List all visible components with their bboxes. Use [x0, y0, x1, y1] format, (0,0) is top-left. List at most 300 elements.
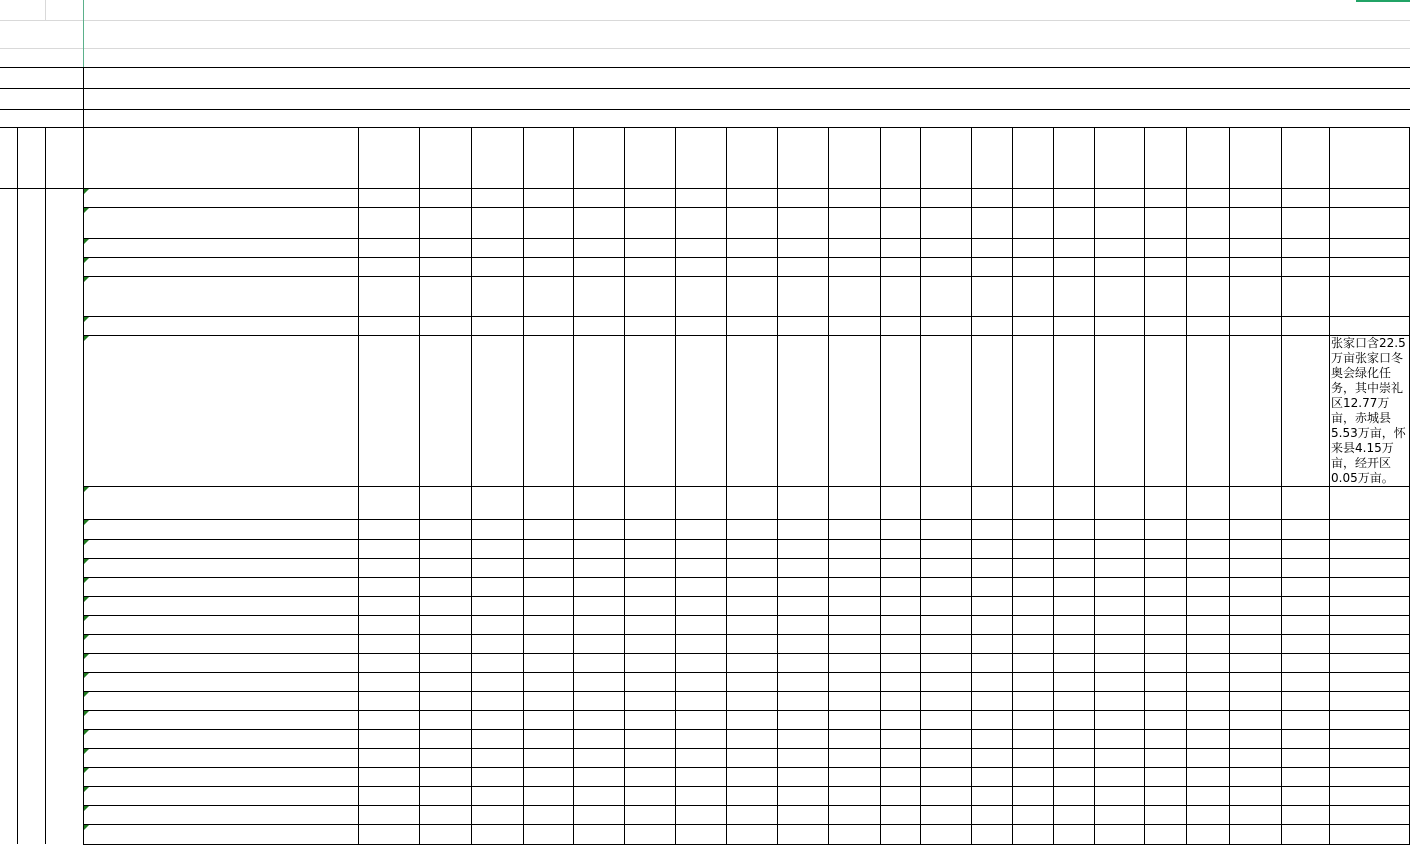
value-15-15[interactable]: [1094, 653, 1144, 672]
value-1-2[interactable]: [471, 207, 523, 238]
value-11-8[interactable]: [777, 577, 828, 596]
value-0-13[interactable]: [1012, 188, 1053, 207]
remark-13[interactable]: [1329, 615, 1410, 634]
value-5-1[interactable]: [419, 316, 471, 335]
city-dept-label[interactable]: [0, 109, 83, 127]
value-23-10[interactable]: [880, 805, 920, 824]
value-19-0[interactable]: [358, 729, 419, 748]
value-21-19[interactable]: [1281, 767, 1329, 786]
remark-3[interactable]: [1329, 257, 1410, 276]
value-6-12[interactable]: [971, 335, 1012, 486]
value-6-4[interactable]: [573, 335, 624, 486]
value-7-18[interactable]: [1229, 486, 1281, 519]
value-10-15[interactable]: [1094, 558, 1144, 577]
value-23-16[interactable]: [1144, 805, 1186, 824]
remark-11[interactable]: [1329, 577, 1410, 596]
value-10-0[interactable]: [358, 558, 419, 577]
value-13-12[interactable]: [971, 615, 1012, 634]
value-5-0[interactable]: [358, 316, 419, 335]
value-12-14[interactable]: [1053, 596, 1094, 615]
value-12-13[interactable]: [1012, 596, 1053, 615]
value-3-13[interactable]: [1012, 257, 1053, 276]
value-22-0[interactable]: [358, 786, 419, 805]
value-20-16[interactable]: [1144, 748, 1186, 767]
value-21-7[interactable]: [726, 767, 777, 786]
value-13-4[interactable]: [573, 615, 624, 634]
value-4-9[interactable]: [828, 276, 880, 316]
value-14-12[interactable]: [971, 634, 1012, 653]
value-3-11[interactable]: [920, 257, 971, 276]
value-8-17[interactable]: [1186, 519, 1229, 539]
value-6-5[interactable]: [624, 335, 675, 486]
value-9-14[interactable]: [1053, 539, 1094, 558]
value-17-18[interactable]: [1229, 691, 1281, 710]
value-3-3[interactable]: [523, 257, 573, 276]
value-9-18[interactable]: [1229, 539, 1281, 558]
header-region-17[interactable]: [1186, 127, 1229, 188]
value-19-13[interactable]: [1012, 729, 1053, 748]
indicator-19[interactable]: [83, 729, 358, 748]
header-region-19[interactable]: [1281, 127, 1329, 188]
value-23-6[interactable]: [675, 805, 726, 824]
value-22-8[interactable]: [777, 786, 828, 805]
value-23-19[interactable]: [1281, 805, 1329, 824]
value-20-4[interactable]: [573, 748, 624, 767]
value-8-4[interactable]: [573, 519, 624, 539]
value-19-3[interactable]: [523, 729, 573, 748]
remark-16[interactable]: [1329, 672, 1410, 691]
value-18-4[interactable]: [573, 710, 624, 729]
indicator-12[interactable]: [83, 596, 358, 615]
value-16-9[interactable]: [828, 672, 880, 691]
value-18-9[interactable]: [828, 710, 880, 729]
value-4-3[interactable]: [523, 276, 573, 316]
value-23-1[interactable]: [419, 805, 471, 824]
value-19-19[interactable]: [1281, 729, 1329, 748]
value-18-1[interactable]: [419, 710, 471, 729]
value-3-16[interactable]: [1144, 257, 1186, 276]
value-14-8[interactable]: [777, 634, 828, 653]
value-18-5[interactable]: [624, 710, 675, 729]
value-19-14[interactable]: [1053, 729, 1094, 748]
value-23-0[interactable]: [358, 805, 419, 824]
value-15-0[interactable]: [358, 653, 419, 672]
header-region-13[interactable]: [1012, 127, 1053, 188]
remark-1[interactable]: [1329, 207, 1410, 238]
value-23-7[interactable]: [726, 805, 777, 824]
value-14-6[interactable]: [675, 634, 726, 653]
value-2-1[interactable]: [419, 238, 471, 257]
value-16-15[interactable]: [1094, 672, 1144, 691]
value-21-11[interactable]: [920, 767, 971, 786]
value-11-13[interactable]: [1012, 577, 1053, 596]
value-16-16[interactable]: [1144, 672, 1186, 691]
value-6-8[interactable]: [777, 335, 828, 486]
value-14-19[interactable]: [1281, 634, 1329, 653]
value-9-2[interactable]: [471, 539, 523, 558]
value-23-5[interactable]: [624, 805, 675, 824]
value-13-1[interactable]: [419, 615, 471, 634]
indicator-4[interactable]: [83, 276, 358, 316]
value-1-3[interactable]: [523, 207, 573, 238]
value-2-16[interactable]: [1144, 238, 1186, 257]
value-17-4[interactable]: [573, 691, 624, 710]
indicator-18[interactable]: [83, 710, 358, 729]
remark-12[interactable]: [1329, 596, 1410, 615]
value-9-8[interactable]: [777, 539, 828, 558]
value-2-8[interactable]: [777, 238, 828, 257]
value-4-1[interactable]: [419, 276, 471, 316]
value-14-7[interactable]: [726, 634, 777, 653]
value-9-11[interactable]: [920, 539, 971, 558]
value-10-9[interactable]: [828, 558, 880, 577]
value-11-12[interactable]: [971, 577, 1012, 596]
value-20-8[interactable]: [777, 748, 828, 767]
value-9-4[interactable]: [573, 539, 624, 558]
value-15-10[interactable]: [880, 653, 920, 672]
value-18-7[interactable]: [726, 710, 777, 729]
value-7-14[interactable]: [1053, 486, 1094, 519]
indicator-23[interactable]: [83, 805, 358, 824]
value-4-5[interactable]: [624, 276, 675, 316]
value-24-8[interactable]: [777, 824, 828, 844]
value-6-16[interactable]: [1144, 335, 1186, 486]
value-18-16[interactable]: [1144, 710, 1186, 729]
value-21-6[interactable]: [675, 767, 726, 786]
remark-2[interactable]: [1329, 238, 1410, 257]
value-4-17[interactable]: [1186, 276, 1229, 316]
value-21-17[interactable]: [1186, 767, 1229, 786]
indicator-24[interactable]: [83, 824, 358, 844]
indicator-3[interactable]: [83, 257, 358, 276]
value-6-6[interactable]: [675, 335, 726, 486]
value-19-8[interactable]: [777, 729, 828, 748]
value-11-0[interactable]: [358, 577, 419, 596]
header-region-10[interactable]: [880, 127, 920, 188]
value-14-3[interactable]: [523, 634, 573, 653]
project-name-value[interactable]: [83, 67, 1410, 88]
value-16-19[interactable]: [1281, 672, 1329, 691]
value-6-14[interactable]: [1053, 335, 1094, 486]
header-level1[interactable]: [17, 127, 45, 188]
value-11-14[interactable]: [1053, 577, 1094, 596]
value-20-1[interactable]: [419, 748, 471, 767]
value-11-2[interactable]: [471, 577, 523, 596]
value-22-5[interactable]: [624, 786, 675, 805]
value-0-15[interactable]: [1094, 188, 1144, 207]
remark-21[interactable]: [1329, 767, 1410, 786]
value-11-7[interactable]: [726, 577, 777, 596]
value-20-7[interactable]: [726, 748, 777, 767]
value-14-16[interactable]: [1144, 634, 1186, 653]
value-24-2[interactable]: [471, 824, 523, 844]
value-16-12[interactable]: [971, 672, 1012, 691]
value-7-3[interactable]: [523, 486, 573, 519]
remark-15[interactable]: [1329, 653, 1410, 672]
value-13-7[interactable]: [726, 615, 777, 634]
value-1-7[interactable]: [726, 207, 777, 238]
value-2-11[interactable]: [920, 238, 971, 257]
value-17-15[interactable]: [1094, 691, 1144, 710]
value-2-9[interactable]: [828, 238, 880, 257]
value-22-14[interactable]: [1053, 786, 1094, 805]
value-22-1[interactable]: [419, 786, 471, 805]
value-1-12[interactable]: [971, 207, 1012, 238]
value-20-9[interactable]: [828, 748, 880, 767]
value-12-16[interactable]: [1144, 596, 1186, 615]
value-3-10[interactable]: [880, 257, 920, 276]
value-14-2[interactable]: [471, 634, 523, 653]
value-11-15[interactable]: [1094, 577, 1144, 596]
value-6-18[interactable]: [1229, 335, 1281, 486]
value-4-7[interactable]: [726, 276, 777, 316]
value-23-13[interactable]: [1012, 805, 1053, 824]
value-5-13[interactable]: [1012, 316, 1053, 335]
value-2-17[interactable]: [1186, 238, 1229, 257]
value-20-11[interactable]: [920, 748, 971, 767]
value-12-11[interactable]: [920, 596, 971, 615]
value-18-15[interactable]: [1094, 710, 1144, 729]
value-24-15[interactable]: [1094, 824, 1144, 844]
value-1-9[interactable]: [828, 207, 880, 238]
value-18-18[interactable]: [1229, 710, 1281, 729]
value-13-18[interactable]: [1229, 615, 1281, 634]
value-6-19[interactable]: [1281, 335, 1329, 486]
value-10-8[interactable]: [777, 558, 828, 577]
value-1-8[interactable]: [777, 207, 828, 238]
value-1-15[interactable]: [1094, 207, 1144, 238]
value-11-17[interactable]: [1186, 577, 1229, 596]
value-22-7[interactable]: [726, 786, 777, 805]
value-15-19[interactable]: [1281, 653, 1329, 672]
value-5-2[interactable]: [471, 316, 523, 335]
value-6-1[interactable]: [419, 335, 471, 486]
value-9-6[interactable]: [675, 539, 726, 558]
value-7-5[interactable]: [624, 486, 675, 519]
value-9-10[interactable]: [880, 539, 920, 558]
indicator-2[interactable]: [83, 238, 358, 257]
value-11-9[interactable]: [828, 577, 880, 596]
value-22-4[interactable]: [573, 786, 624, 805]
value-0-9[interactable]: [828, 188, 880, 207]
remark-8[interactable]: [1329, 519, 1410, 539]
value-16-7[interactable]: [726, 672, 777, 691]
value-5-9[interactable]: [828, 316, 880, 335]
value-11-6[interactable]: [675, 577, 726, 596]
value-17-12[interactable]: [971, 691, 1012, 710]
value-5-4[interactable]: [573, 316, 624, 335]
value-12-17[interactable]: [1186, 596, 1229, 615]
value-8-0[interactable]: [358, 519, 419, 539]
value-10-14[interactable]: [1053, 558, 1094, 577]
value-23-8[interactable]: [777, 805, 828, 824]
value-19-5[interactable]: [624, 729, 675, 748]
value-12-4[interactable]: [573, 596, 624, 615]
value-2-18[interactable]: [1229, 238, 1281, 257]
remark-20[interactable]: [1329, 748, 1410, 767]
value-20-0[interactable]: [358, 748, 419, 767]
value-12-9[interactable]: [828, 596, 880, 615]
value-22-18[interactable]: [1229, 786, 1281, 805]
value-19-16[interactable]: [1144, 729, 1186, 748]
value-2-15[interactable]: [1094, 238, 1144, 257]
value-3-9[interactable]: [828, 257, 880, 276]
value-7-13[interactable]: [1012, 486, 1053, 519]
value-24-5[interactable]: [624, 824, 675, 844]
value-0-10[interactable]: [880, 188, 920, 207]
value-8-6[interactable]: [675, 519, 726, 539]
value-6-13[interactable]: [1012, 335, 1053, 486]
value-12-5[interactable]: [624, 596, 675, 615]
value-22-9[interactable]: [828, 786, 880, 805]
value-9-15[interactable]: [1094, 539, 1144, 558]
value-9-17[interactable]: [1186, 539, 1229, 558]
value-15-12[interactable]: [971, 653, 1012, 672]
value-4-13[interactable]: [1012, 276, 1053, 316]
value-15-4[interactable]: [573, 653, 624, 672]
value-20-5[interactable]: [624, 748, 675, 767]
value-3-1[interactable]: [419, 257, 471, 276]
value-4-15[interactable]: [1094, 276, 1144, 316]
value-24-4[interactable]: [573, 824, 624, 844]
value-16-3[interactable]: [523, 672, 573, 691]
value-6-15[interactable]: [1094, 335, 1144, 486]
value-22-10[interactable]: [880, 786, 920, 805]
remark-22[interactable]: [1329, 786, 1410, 805]
value-17-13[interactable]: [1012, 691, 1053, 710]
header-region-14[interactable]: [1053, 127, 1094, 188]
value-3-5[interactable]: [624, 257, 675, 276]
value-21-16[interactable]: [1144, 767, 1186, 786]
indicator-11[interactable]: [83, 577, 358, 596]
value-18-12[interactable]: [971, 710, 1012, 729]
value-6-0[interactable]: [358, 335, 419, 486]
value-24-9[interactable]: [828, 824, 880, 844]
value-5-15[interactable]: [1094, 316, 1144, 335]
value-3-7[interactable]: [726, 257, 777, 276]
header-level3[interactable]: [83, 127, 358, 188]
value-10-6[interactable]: [675, 558, 726, 577]
value-13-2[interactable]: [471, 615, 523, 634]
value-4-11[interactable]: [920, 276, 971, 316]
value-22-17[interactable]: [1186, 786, 1229, 805]
value-2-4[interactable]: [573, 238, 624, 257]
value-8-11[interactable]: [920, 519, 971, 539]
value-19-2[interactable]: [471, 729, 523, 748]
value-21-2[interactable]: [471, 767, 523, 786]
value-2-7[interactable]: [726, 238, 777, 257]
value-11-10[interactable]: [880, 577, 920, 596]
value-6-9[interactable]: [828, 335, 880, 486]
value-22-15[interactable]: [1094, 786, 1144, 805]
value-24-6[interactable]: [675, 824, 726, 844]
value-7-7[interactable]: [726, 486, 777, 519]
header-level2[interactable]: [45, 127, 83, 188]
value-17-16[interactable]: [1144, 691, 1186, 710]
value-15-9[interactable]: [828, 653, 880, 672]
indicator-22[interactable]: [83, 786, 358, 805]
value-4-2[interactable]: [471, 276, 523, 316]
value-10-13[interactable]: [1012, 558, 1053, 577]
value-21-18[interactable]: [1229, 767, 1281, 786]
value-9-1[interactable]: [419, 539, 471, 558]
value-8-14[interactable]: [1053, 519, 1094, 539]
value-4-12[interactable]: [971, 276, 1012, 316]
value-3-6[interactable]: [675, 257, 726, 276]
value-0-16[interactable]: [1144, 188, 1186, 207]
value-20-13[interactable]: [1012, 748, 1053, 767]
value-14-10[interactable]: [880, 634, 920, 653]
value-12-0[interactable]: [358, 596, 419, 615]
value-21-10[interactable]: [880, 767, 920, 786]
attachment-label[interactable]: [0, 0, 45, 20]
value-13-16[interactable]: [1144, 615, 1186, 634]
value-17-17[interactable]: [1186, 691, 1229, 710]
value-2-3[interactable]: [523, 238, 573, 257]
value-17-1[interactable]: [419, 691, 471, 710]
value-2-10[interactable]: [880, 238, 920, 257]
header-region-7[interactable]: [726, 127, 777, 188]
value-8-7[interactable]: [726, 519, 777, 539]
value-8-2[interactable]: [471, 519, 523, 539]
value-20-6[interactable]: [675, 748, 726, 767]
indicator-17[interactable]: [83, 691, 358, 710]
value-5-18[interactable]: [1229, 316, 1281, 335]
value-8-9[interactable]: [828, 519, 880, 539]
value-22-3[interactable]: [523, 786, 573, 805]
value-1-16[interactable]: [1144, 207, 1186, 238]
value-20-19[interactable]: [1281, 748, 1329, 767]
header-region-9[interactable]: [828, 127, 880, 188]
value-7-9[interactable]: [828, 486, 880, 519]
value-24-11[interactable]: [920, 824, 971, 844]
value-23-14[interactable]: [1053, 805, 1094, 824]
value-1-13[interactable]: [1012, 207, 1053, 238]
value-15-1[interactable]: [419, 653, 471, 672]
value-13-13[interactable]: [1012, 615, 1053, 634]
value-5-19[interactable]: [1281, 316, 1329, 335]
value-5-5[interactable]: [624, 316, 675, 335]
value-24-12[interactable]: [971, 824, 1012, 844]
header-region-6[interactable]: [675, 127, 726, 188]
value-9-13[interactable]: [1012, 539, 1053, 558]
indicator-1[interactable]: [83, 207, 358, 238]
value-5-7[interactable]: [726, 316, 777, 335]
indicator-6[interactable]: [83, 335, 358, 486]
value-15-11[interactable]: [920, 653, 971, 672]
value-20-10[interactable]: [880, 748, 920, 767]
value-5-11[interactable]: [920, 316, 971, 335]
value-18-17[interactable]: [1186, 710, 1229, 729]
value-3-2[interactable]: [471, 257, 523, 276]
value-10-18[interactable]: [1229, 558, 1281, 577]
value-15-6[interactable]: [675, 653, 726, 672]
value-5-16[interactable]: [1144, 316, 1186, 335]
remark-17[interactable]: [1329, 691, 1410, 710]
value-16-1[interactable]: [419, 672, 471, 691]
value-3-17[interactable]: [1186, 257, 1229, 276]
value-16-2[interactable]: [471, 672, 523, 691]
value-3-4[interactable]: [573, 257, 624, 276]
value-22-12[interactable]: [971, 786, 1012, 805]
value-11-16[interactable]: [1144, 577, 1186, 596]
value-22-2[interactable]: [471, 786, 523, 805]
value-15-16[interactable]: [1144, 653, 1186, 672]
value-10-5[interactable]: [624, 558, 675, 577]
value-7-6[interactable]: [675, 486, 726, 519]
indicator-20[interactable]: [83, 748, 358, 767]
value-19-12[interactable]: [971, 729, 1012, 748]
